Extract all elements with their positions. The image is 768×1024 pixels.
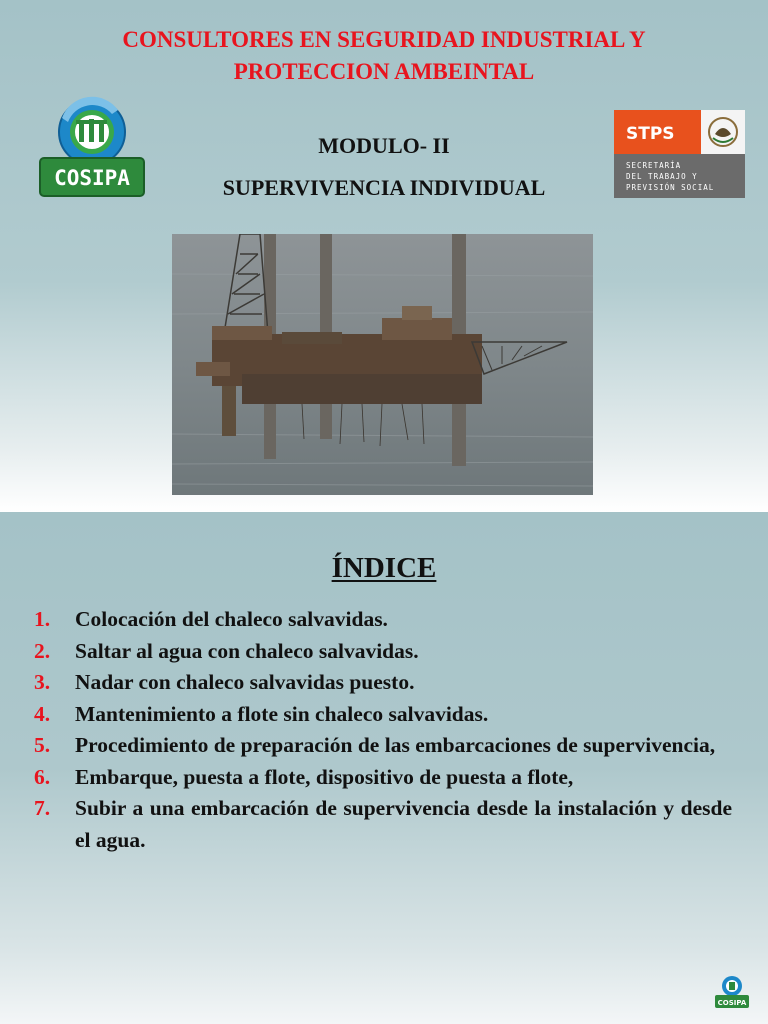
index-number: 4. (34, 701, 51, 726)
module-title: MODULO- II (318, 133, 450, 158)
index-slide (0, 512, 768, 1024)
stps-line-1: SECRETARÍA (626, 161, 682, 170)
company-title-line-1: CONSULTORES EN SEGURIDAD INDUSTRIAL Y (122, 27, 646, 52)
index-text: Saltar al agua con chaleco salvavidas. (75, 638, 419, 663)
index-list (34, 604, 732, 856)
index-text: Embarque, puesta a flote, dispositivo de puesta a flote, (75, 764, 574, 789)
index-text: Mantenimiento a flote sin chaleco salvavidas. (75, 701, 489, 726)
cosipa-mini-logo (714, 974, 750, 1010)
cosipa-logo-text: COSIPA (54, 166, 130, 190)
index-text: Colocación del chaleco salvavidas. (75, 607, 388, 631)
index-number: 1. (34, 607, 51, 631)
index-text: Subir a una embarcación de supervivencia desde la instalación y desde el agua. (75, 796, 732, 852)
index-text: Procedimiento de preparación de las embarcaciones de supervivencia, (75, 733, 716, 757)
index-heading: ÍNDICE (331, 552, 437, 584)
index-number: 6. (34, 764, 51, 789)
index-item (34, 762, 732, 794)
index-number: 7. (34, 796, 51, 820)
stps-line-3: PREVISIÓN SOCIAL (626, 183, 715, 192)
index-item (34, 636, 732, 668)
index-item (34, 667, 732, 699)
index-item (34, 793, 732, 856)
stps-line-2: DEL TRABAJO Y (626, 172, 698, 181)
module-subtitle: SUPERVIVENCIA INDIVIDUAL (222, 175, 546, 200)
offshore-rig-photo (172, 234, 593, 495)
cosipa-mini-logo-text: COSIPA (717, 999, 747, 1007)
stps-logo (614, 110, 745, 198)
index-number: 2. (34, 638, 51, 663)
index-text: Nadar con chaleco salvavidas puesto. (75, 670, 415, 694)
index-item (34, 699, 732, 731)
stps-abbr: STPS (626, 124, 675, 144)
index-number: 3. (34, 670, 51, 694)
index-item (34, 604, 732, 636)
index-item (34, 730, 732, 762)
company-title (40, 24, 728, 88)
index-number: 5. (34, 733, 51, 757)
cosipa-logo (38, 96, 148, 200)
company-title-line-2: PROTECCION AMBEINTAL (233, 59, 535, 84)
